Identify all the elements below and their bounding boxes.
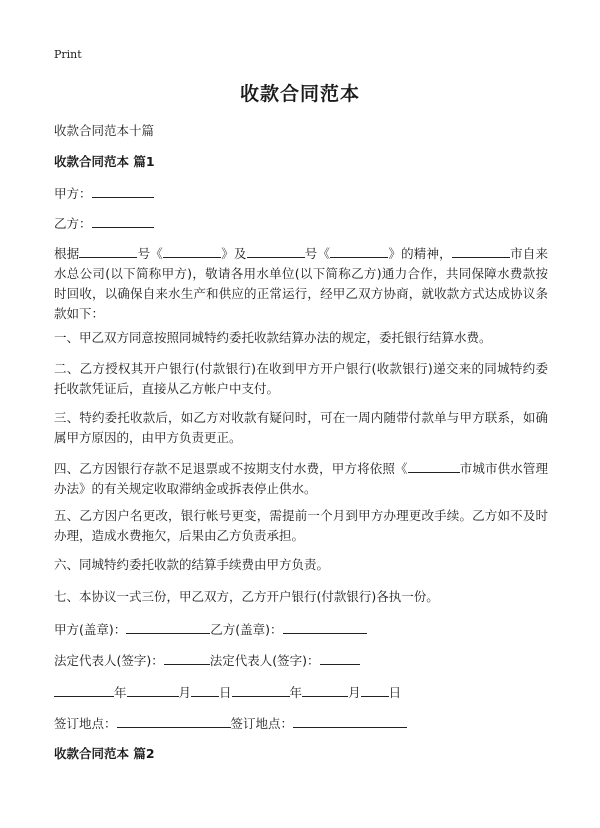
intro-text-6: 市自来水总公司(以下简称甲方)，敬请各用水单位(以下简称乙方)通力合作，共同保障水费款按时回收，以确保自来水生产和供应的正常运行，经甲乙双方协商，就收款方式达成协议条款如下： [54,246,548,321]
intro-text-4: 号《 [304,246,331,261]
seal-b-blank [283,619,367,634]
seal-b-label: 乙方(盖章)： [210,622,283,637]
party-b-label: 乙方： [54,216,92,231]
party-a-blank [92,183,154,198]
clause-7: 七、本协议一式三份，甲乙双方，乙方开户银行(付款银行)各执一份。 [54,589,439,604]
clause-1: 一、甲乙双方同意按照同城特约委托收款结算办法的规定，委托银行结算水费。 [54,330,492,345]
month-a-blank [127,682,179,697]
party-a-line [54,183,154,204]
rep-b-label: 法定代表人(签字)： [209,653,320,668]
clause-4 [54,458,548,499]
intro-blank-5 [452,243,510,258]
page-title: 收款合同范本 [239,83,360,105]
day-a-blank [191,682,219,697]
sign-place-line [54,713,407,734]
rep-b-blank [320,650,360,665]
place-a-blank [117,713,231,728]
year-b-blank [232,682,290,697]
month-b-blank [302,682,348,697]
section1-heading: 收款合同范本 篇1 [54,154,155,169]
seal-line [54,619,367,640]
year-a-label: 年 [114,685,127,700]
intro-blank-4 [330,243,388,258]
clause-4-blank [408,458,460,473]
year-b-label: 年 [289,685,303,700]
intro-blank-1 [79,243,137,258]
clause-4-text-a: 四、乙方因银行存款不足退票或不按期支付水费，甲方将依照《 [54,461,408,476]
clause-2: 二、乙方授权其开户银行(付款银行)在收到甲方开户银行(收款银行)递交来的同城特约委托收款凭证后，直接从乙方帐户中支付。 [54,361,548,396]
intro-blank-3 [247,243,305,258]
party-b-blank [92,213,154,228]
clause-6: 六、同城特约委托收款的结算手续费由甲方负责。 [54,557,330,572]
month-a-label: 月 [178,685,192,700]
place-b-label: 签订地点： [230,716,294,731]
intro-text-5: 》的精神， [388,246,452,261]
intro-text-3: 》及 [221,246,247,261]
section2-heading: 收款合同范本 篇2 [54,746,155,761]
clause-5: 五、乙方因户名更改，银行帐号更变，需提前一个月到甲方办理更改手续。乙方如不及时办理，造成水费拖欠，后果由乙方负责承担。 [54,508,548,543]
seal-a-label: 甲方(盖章)： [54,622,127,637]
intro-blank-2 [163,243,221,258]
subtitle: 收款合同范本十篇 [54,123,155,138]
rep-a-label: 法定代表人(签字)： [54,653,164,668]
rep-a-blank [164,650,210,665]
month-b-label: 月 [348,685,361,700]
day-b-label: 日 [388,685,402,700]
date-line [54,682,401,703]
print-label: Print [54,48,82,61]
day-b-blank [361,682,389,697]
intro-paragraph [54,243,548,324]
clause-3: 三、特约委托收款后，如乙方对收款有疑问时，可在一周内随带付款单与甲方联系，如确属甲方原因的，由甲方负责更正。 [54,410,548,445]
place-a-label: 签订地点： [54,716,117,731]
party-a-label: 甲方： [54,186,92,201]
clause-4-text-b: 市城市供水管理办法》的有关规定收取滞纳金或拆表停止供水。 [54,461,548,496]
year-a-blank [54,682,114,697]
intro-text-1: 根据 [54,246,80,261]
representative-line [54,650,360,671]
intro-text-2: 号《 [137,246,163,261]
day-a-label: 日 [219,685,232,700]
party-b-line [54,213,154,234]
place-b-blank [293,713,407,728]
seal-a-blank [126,619,210,634]
